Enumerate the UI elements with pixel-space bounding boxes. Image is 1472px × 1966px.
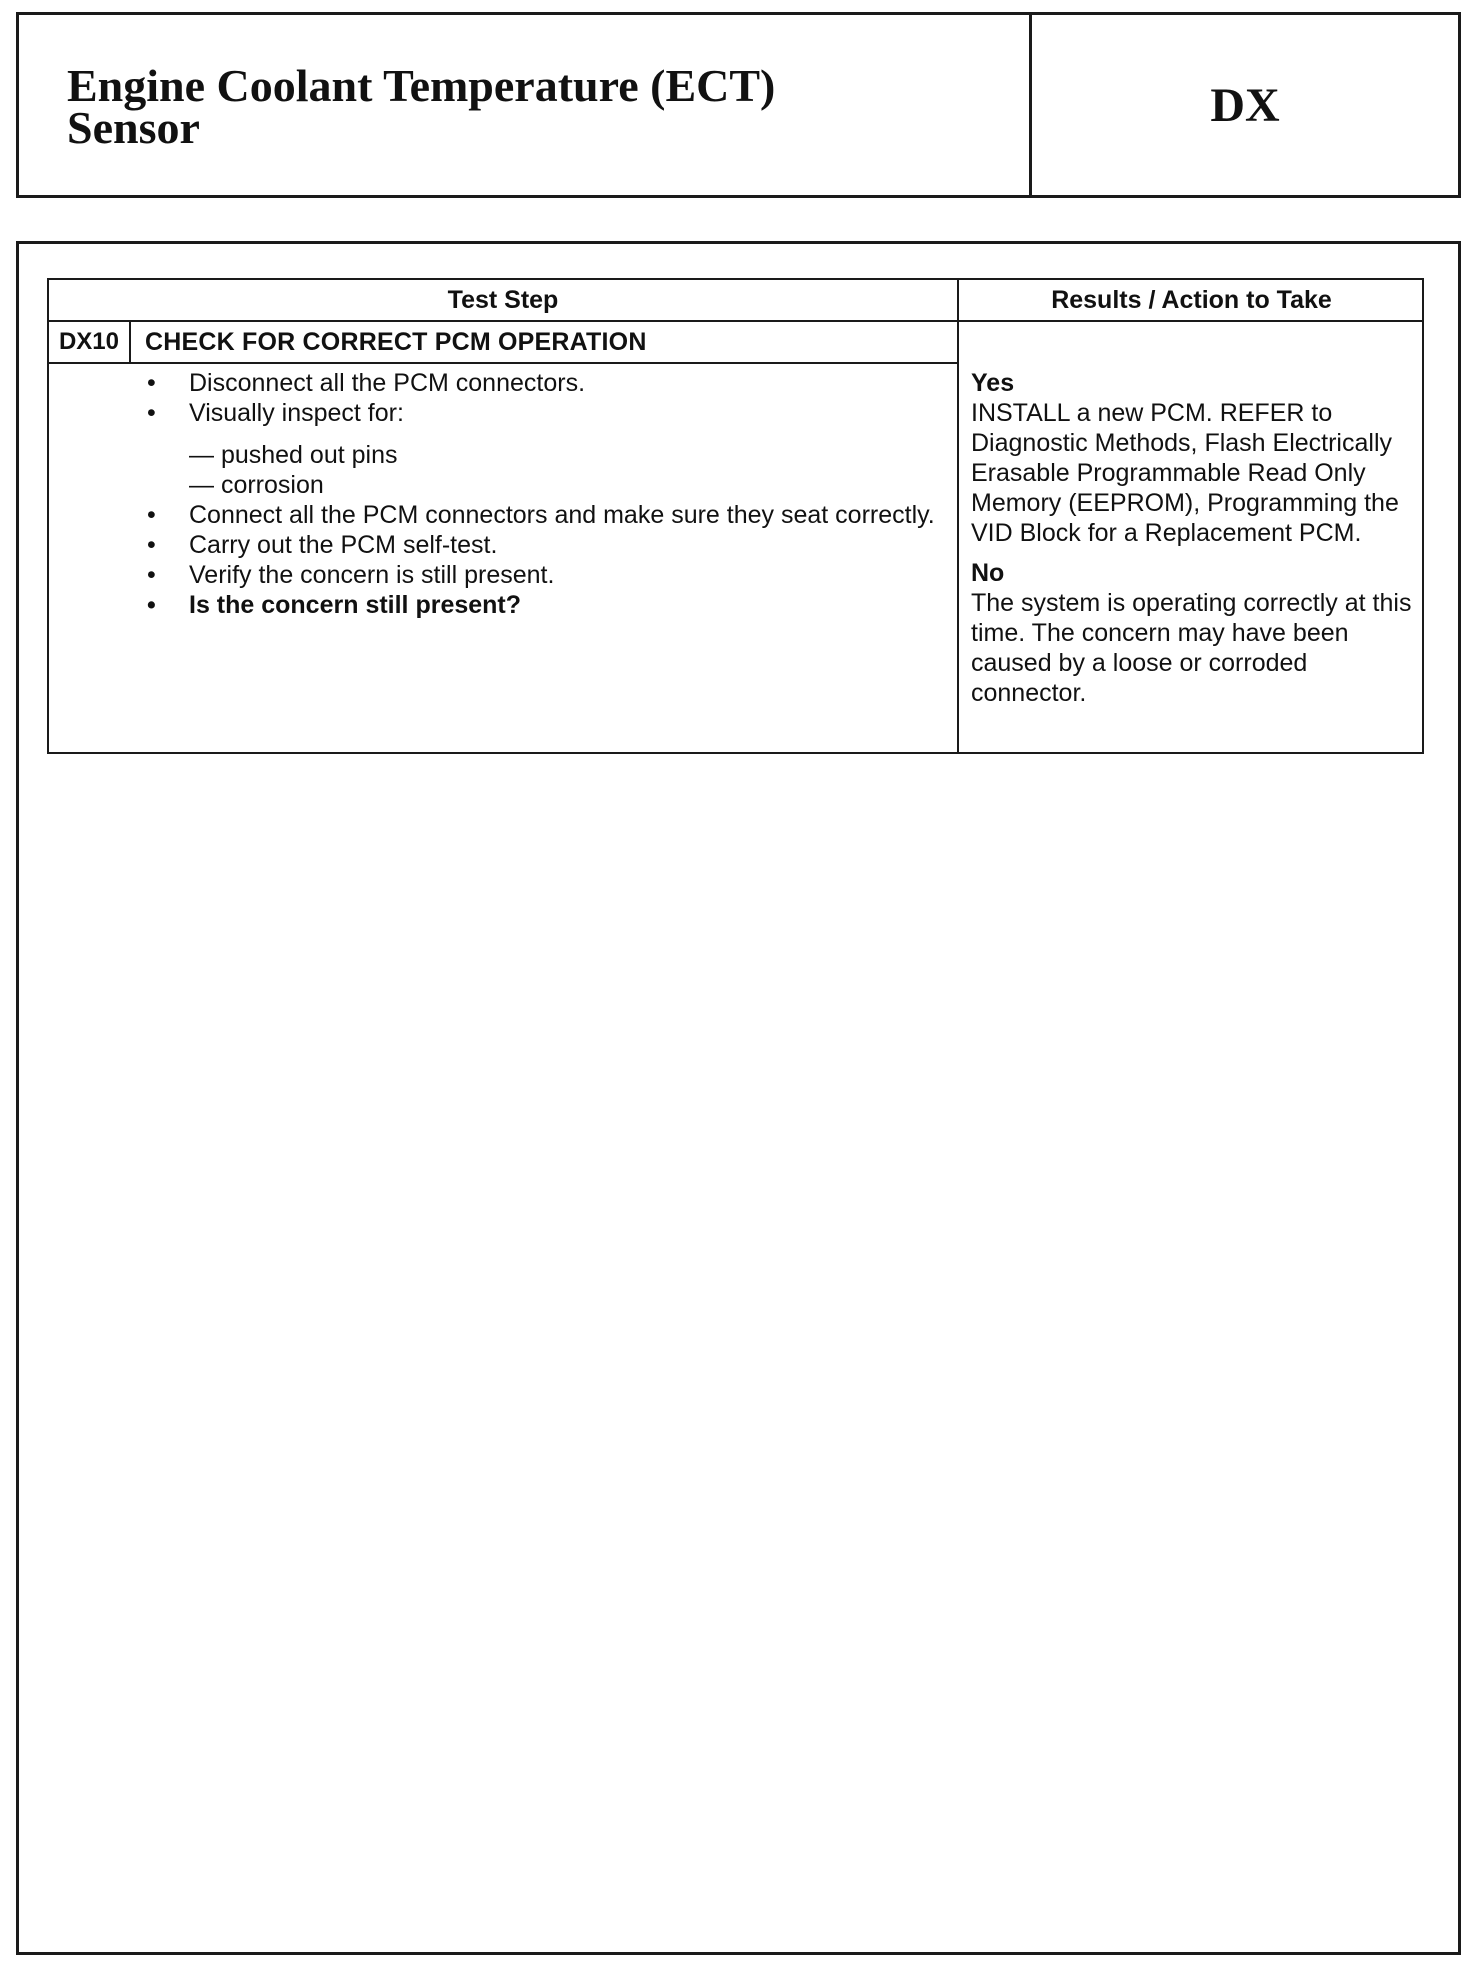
instruction-item: • Disconnect all the PCM connectors. bbox=[137, 368, 937, 398]
diagnostic-table bbox=[47, 278, 1424, 754]
step-instructions bbox=[137, 368, 937, 620]
page-title bbox=[67, 60, 1007, 153]
step-id-divider bbox=[129, 322, 131, 362]
page-header bbox=[16, 12, 1461, 198]
result-no-label: No bbox=[971, 559, 1005, 587]
result-no-action: The system is operating correctly at this time. The concern may have been caused by a loose or corroded connector. bbox=[971, 589, 1412, 707]
step-id: DX10 bbox=[58, 328, 120, 355]
instruction-item: • Verify the concern is still present. bbox=[137, 560, 937, 590]
page-title-line-1: Engine Coolant Temperature (ECT) bbox=[67, 60, 776, 111]
page-title-line-2: Sensor bbox=[67, 102, 200, 153]
instruction-item: • Connect all the PCM connectors and make sure they seat correctly. bbox=[137, 500, 937, 530]
column-divider bbox=[957, 280, 959, 752]
column-header-results: Results / Action to Take bbox=[1051, 285, 1332, 314]
inspect-item: — pushed out pins bbox=[189, 441, 398, 469]
instruction-item: • Visually inspect for: bbox=[137, 398, 937, 428]
result-spacer bbox=[971, 548, 1416, 558]
results-column bbox=[971, 368, 1416, 708]
step-title-divider bbox=[49, 362, 957, 364]
result-yes-label: Yes bbox=[971, 369, 1015, 397]
section-code: DX bbox=[1210, 78, 1280, 132]
result-yes-action: INSTALL a new PCM. REFER to Diagnostic Methods, Flash Electrically Erasable Programmable Read Only Memory (EEPROM), Programming the VID Block for a Replacement PCM. bbox=[971, 399, 1399, 547]
inspect-item: — corrosion bbox=[189, 471, 324, 499]
instruction-item: • Carry out the PCM self-test. bbox=[137, 530, 937, 560]
inspect-list bbox=[137, 440, 937, 500]
instruction-question: • Is the concern still present? bbox=[137, 590, 937, 620]
step-title: CHECK FOR CORRECT PCM OPERATION bbox=[145, 327, 647, 356]
column-header-test-step: Test Step bbox=[447, 285, 559, 314]
